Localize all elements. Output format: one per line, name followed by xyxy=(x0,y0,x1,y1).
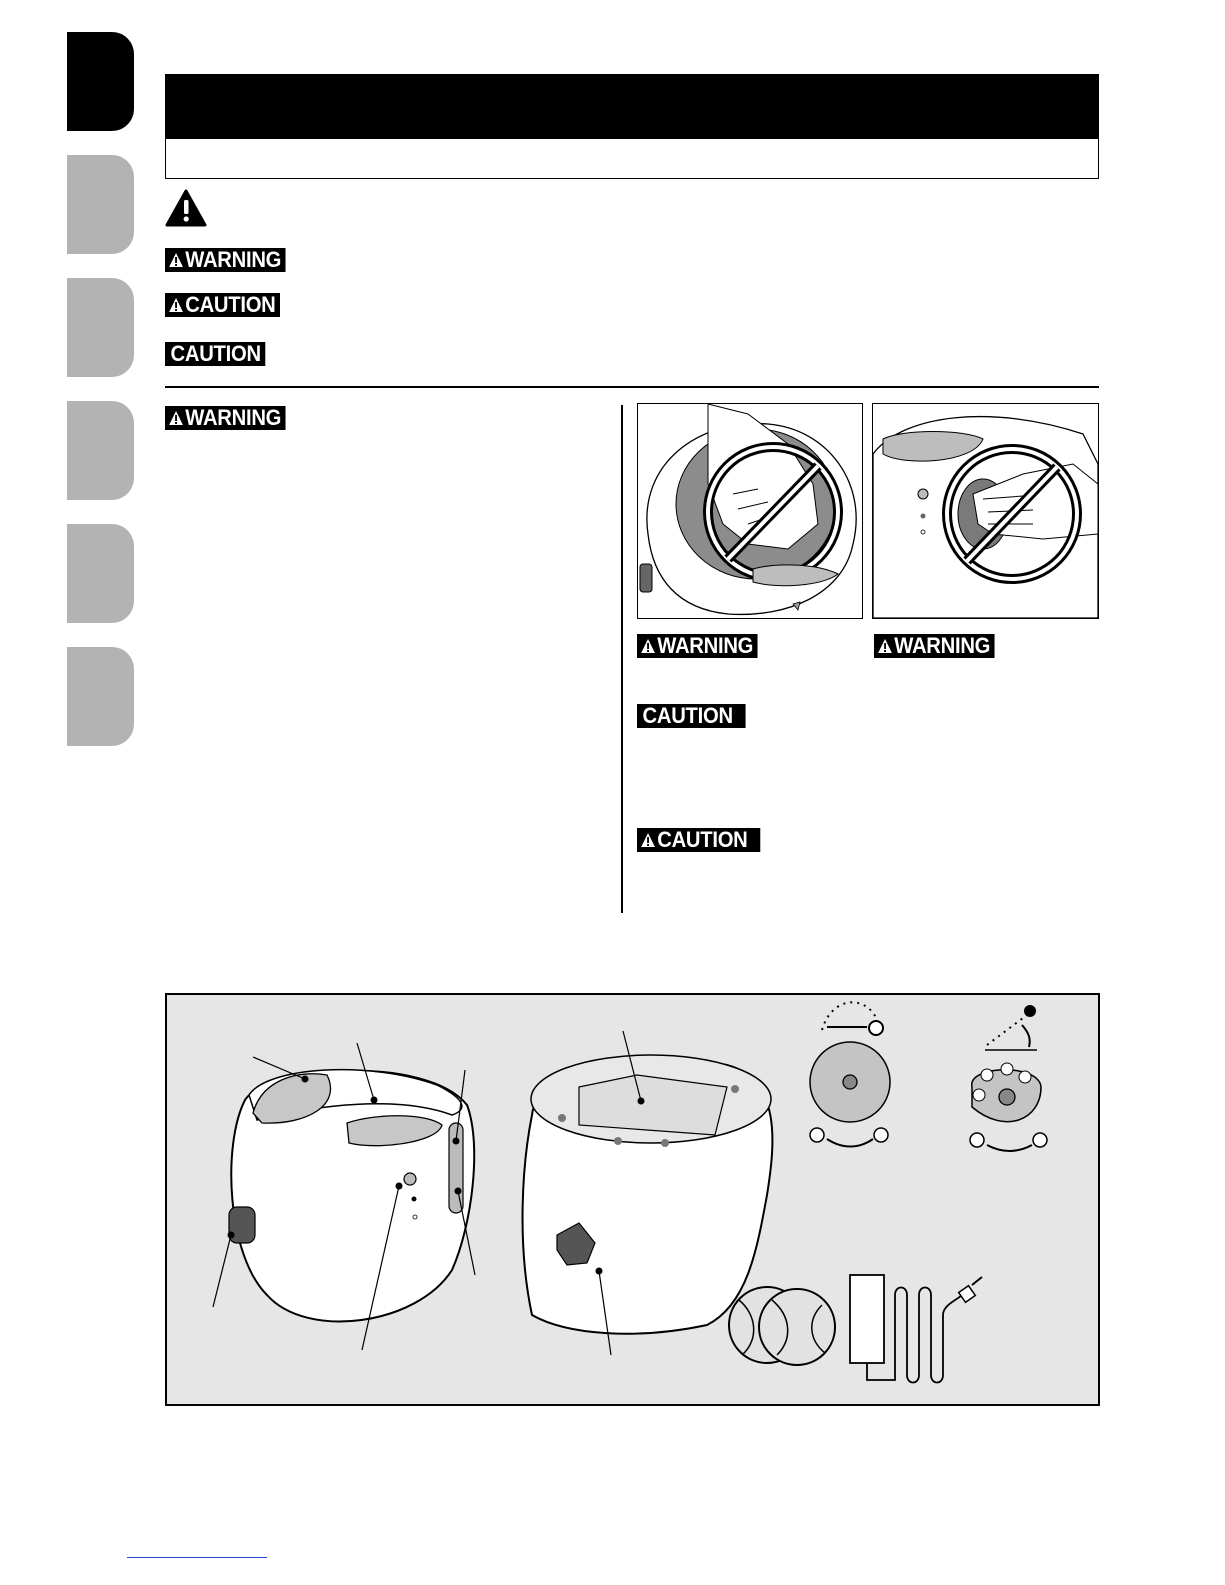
angle-dial-icon xyxy=(970,1005,1047,1151)
section-divider xyxy=(165,386,1099,388)
side-tab-4 xyxy=(67,401,134,500)
no-hands-in-launcher-icon xyxy=(873,404,1098,618)
power-adapter-icon xyxy=(850,1275,982,1383)
side-tab-2 xyxy=(67,155,134,254)
tennis-balls-icon xyxy=(729,1287,835,1365)
caution-alert-signal-label xyxy=(165,293,280,317)
distance-dial-icon xyxy=(810,1002,890,1146)
left-warning-label xyxy=(165,406,286,430)
side-tab-1 xyxy=(67,32,134,131)
column-divider xyxy=(621,405,623,913)
alert-triangle-icon xyxy=(169,410,184,426)
components-panel xyxy=(165,993,1100,1406)
warning-signal-text: WARNING xyxy=(185,247,282,272)
caution-alert-signal-text: CAUTION xyxy=(185,292,276,317)
alert-triangle-icon xyxy=(641,638,656,654)
right-caution-alert-text: CAUTION xyxy=(657,827,748,852)
side-tab-5 xyxy=(67,524,134,623)
right-caution-label xyxy=(637,704,746,728)
side-tab-6 xyxy=(67,647,134,746)
alert-triangle-icon xyxy=(169,252,184,268)
alert-triangle-icon xyxy=(878,638,893,654)
right-caution-text: CAUTION xyxy=(642,703,733,728)
no-hands-in-bowl-illustration xyxy=(637,403,863,619)
section-title-bar xyxy=(165,74,1099,179)
right-caution-alert-label xyxy=(637,828,760,852)
caution-signal-text: CAUTION xyxy=(170,341,261,366)
illustration-1-warning-text: WARNING xyxy=(657,633,754,658)
illustration-2-warning-text: WARNING xyxy=(894,633,991,658)
exclamation-triangle-icon xyxy=(165,189,207,227)
section-title-band xyxy=(166,75,1098,139)
illustration-2-warning-label xyxy=(874,634,995,658)
alert-triangle-icon xyxy=(641,832,656,848)
illustration-1-warning-label xyxy=(637,634,758,658)
left-warning-text: WARNING xyxy=(185,405,282,430)
no-hands-in-launcher-illustration xyxy=(872,403,1099,619)
no-hands-in-bowl-icon xyxy=(638,404,862,618)
side-tab-3 xyxy=(67,278,134,377)
launcher-front-view-icon xyxy=(213,1043,475,1350)
caution-signal-label xyxy=(165,342,265,366)
footer-rule xyxy=(127,1557,267,1558)
alert-triangle-icon xyxy=(169,297,184,313)
warning-signal-label xyxy=(165,248,286,272)
components-drawing xyxy=(167,995,1098,1404)
